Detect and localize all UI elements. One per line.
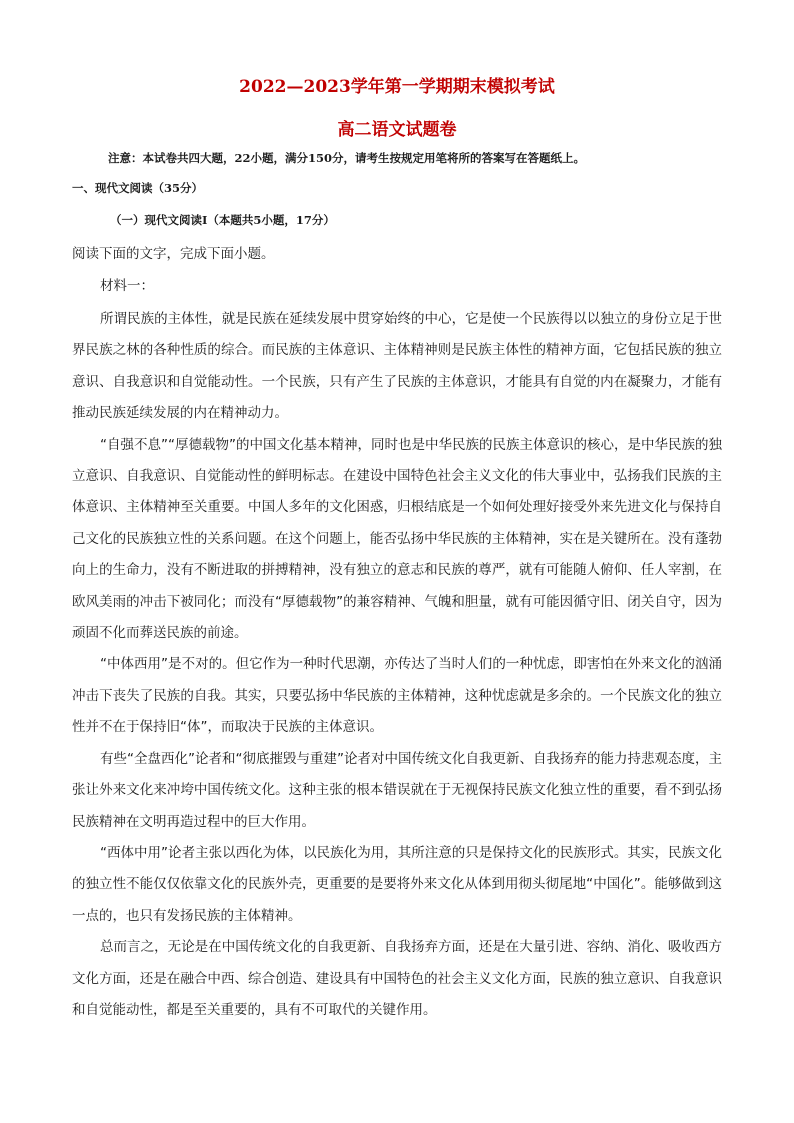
passage-body: [72, 304, 722, 1026]
passage-paragraph: “西体中用”论者主张以西化为体，以民族化为用，其所注意的只是保持文化的民族形式。其实，民族文化的独立性不能仅仅依靠文化的民族外壳，更重要的是要将外来文化从体到用彻头彻尾地“中国化”。能够做到这一点的，也只有发扬民族的主体精神。: [72, 844, 722, 924]
passage-paragraph: “自强不息”“厚德载物”的中国文化基本精神，同时也是中华民族的民族主体意识的核心，是中华民族的独立意识、自我意识、自觉能动性的鲜明标志。在建设中国特色社会主义文化的伟大事业中，弘扬我们民族的主体意识、主体精神至关重要。中国人多年的文化困惑，归根结底是一个如何处理好接受外来先进文化与保持自己文化的民族独立性的关系问题。在这个问题上，能否弘扬中华民族的主体精神，实在是关键所在。没有蓬勃向上的生命力，没有不断进取的拼搏精神，没有独立的意志和民族的尊严，就有可能随人俯仰、任人宰割，在欧风美雨的冲击下被同化；而没有“厚德载物”的兼容精神、气魄和胆量，就有可能因循守旧、闭关自守，因为顽固不化而葬送民族的前途。: [72, 436, 722, 642]
passage-paragraph: 所谓民族的主体性，就是民族在延续发展中贯穿始终的中心，它是使一个民族得以以独立的身份立足于世界民族之林的各种性质的综合。而民族的主体意识、主体精神则是民族主体性的精神方面，它包括民族的独立意识、自我意识和自觉能动性。一个民族，只有产生了民族的主体意识，才能具有自觉的内在凝聚力，才能有推动民族延续发展的内在精神动力。: [72, 311, 722, 422]
passage-paragraph: “中体西用”是不对的。但它作为一种时代思潮，亦传达了当时人们的一种忧虑，即害怕在外来文化的汹涌冲击下丧失了民族的自我。其实，只要弘扬中华民族的主体精神，这种忧虑就是多余的。一个民族文化的独立性并不在于保持旧“体”，而取决于民族的主体意识。: [72, 656, 722, 736]
exam-notice: 注意：本试卷共四大题，22小题，满分150分，请考生按规定用笔将所的答案写在答题纸上。: [108, 151, 586, 165]
material-label: 材料一：: [100, 278, 154, 294]
subsection-heading: （一）现代文阅读Ⅰ（本题共5小题，17分）: [110, 213, 335, 227]
exam-title: 2022—2023学年第一学期期末模拟考试: [239, 77, 555, 97]
passage-paragraph: 有些“全盘西化”论者和“彻底摧毁与重建”论者对中国传统文化自我更新、自我扬弃的能力持悲观态度，主张让外来文化来冲垮中国传统文化。这种主张的根本错误就在于无视保持民族文化独立性的重要，看不到弘扬民族精神在文明再造过程中的巨大作用。: [72, 750, 722, 830]
passage-paragraph: 总而言之，无论是在中国传统文化的自我更新、自我扬弃方面，还是在大量引进、容纳、消化、吸收西方文化方面，还是在融合中西、综合创造、建设具有中国特色的社会主义文化方面，民族的独立意识、自我意识和自觉能动性，都是至关重要的，具有不可取代的关键作用。: [72, 939, 722, 1018]
reading-instruction: 阅读下面的文字，完成下面小题。: [72, 246, 275, 262]
exam-subtitle: 高二语文试题卷: [337, 120, 457, 140]
section-heading: 一、现代文阅读（35分）: [72, 181, 204, 195]
